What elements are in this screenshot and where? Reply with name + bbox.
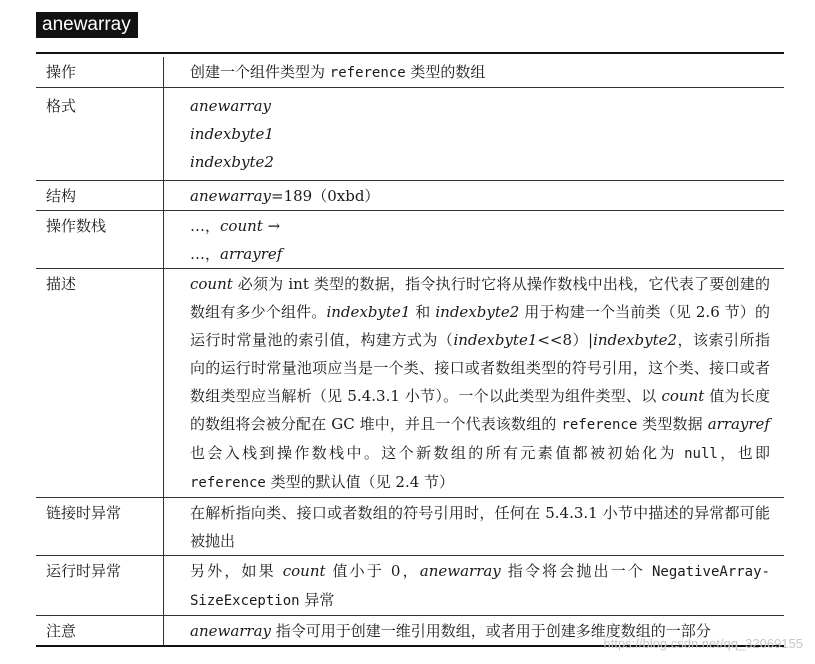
row-value-operand-stack: …，count → …，arrayref — [164, 211, 785, 269]
row-label-link-exceptions: 链接时异常 — [36, 498, 164, 556]
table-row-description — [36, 269, 784, 498]
table-row-structure — [36, 181, 784, 211]
instruction-title: anewarray — [36, 12, 138, 38]
row-label-runtime-exceptions: 运行时异常 — [36, 556, 164, 616]
instruction-spec-table — [36, 57, 784, 647]
format-line: indexbyte1 — [190, 125, 274, 143]
row-label-description: 描述 — [36, 269, 164, 498]
row-value-operation: 创建一个组件类型为 reference 类型的数组 — [164, 57, 785, 88]
format-line: indexbyte2 — [190, 153, 274, 171]
table-row-operand-stack — [36, 211, 784, 269]
row-label-operand-stack: 操作数栈 — [36, 211, 164, 269]
row-value-runtime-exceptions: 另外，如果 count 值小于 0，anewarray 指令将会抛出一个 NegativeArray-SizeException 异常 — [164, 556, 785, 616]
table-row-format — [36, 88, 784, 181]
row-value-link-exceptions: 在解析指向类、接口或者数组的符号引用时，任何在 5.4.3.1 小节中描述的异常都可能被抛出 — [164, 498, 785, 556]
top-rule — [36, 52, 784, 54]
row-label-structure: 结构 — [36, 181, 164, 211]
row-value-description: count 必须为 int 类型的数据，指令执行时它将从操作数栈中出栈，它代表了要创建的数组有多少个组件。indexbyte1 和 indexbyte2 用于构建一个当前类（见 2.6 节）的运行时常量池的索引值，构建方式为（indexbyte1<<8）|indexbyte2，该索引所指向的运行时常量池项应当是一个类、接口或者数组类型的符号引用，这个类、接口或者数组类型应当解析（见 5.4.3.1 小节）。一个以此类型为组件类型、以 count 值为长度的数组将会被分配在 GC 堆中，并且一个代表该数组的 reference 类型数据 arrayref 也会入栈到操作数栈中。这个新数组的所有元素值都被初始化为 null，也即 reference 类型的默认值（见 2.4 节） — [164, 269, 785, 498]
row-label-format: 格式 — [36, 88, 164, 181]
table-row-link-exceptions — [36, 498, 784, 556]
watermark-url: https://blog.csdn.net/qq_32069155 — [603, 636, 803, 651]
row-value-format — [164, 88, 785, 181]
row-label-notes: 注意 — [36, 616, 164, 647]
row-value-notes: anewarray 指令可用于创建一维引用数组，或者用于创建多维度数组的一部分 — [164, 616, 785, 647]
table-row-runtime-exceptions — [36, 556, 784, 616]
format-line: anewarray — [190, 97, 272, 115]
table-row-operation — [36, 57, 784, 88]
row-value-structure: anewarray=189（0xbd） — [164, 181, 785, 211]
row-label-operation: 操作 — [36, 57, 164, 88]
